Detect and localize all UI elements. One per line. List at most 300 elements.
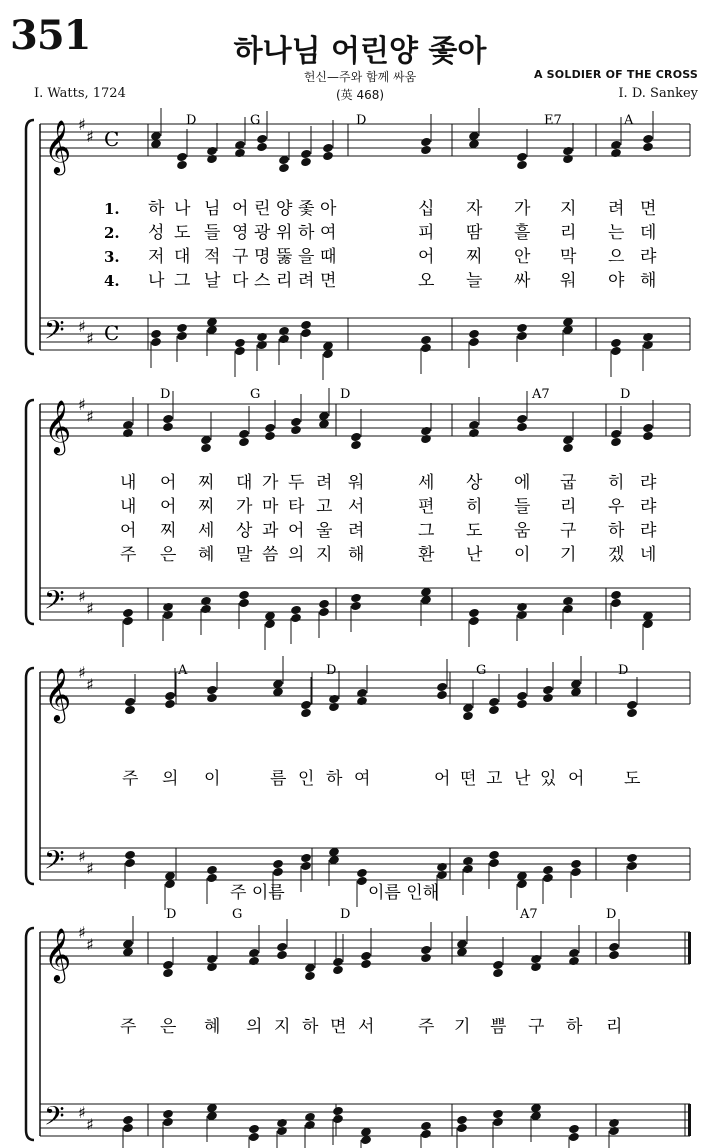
chord-symbol: D	[340, 387, 351, 402]
lyric-syllable: 구	[560, 521, 577, 541]
bass-clef: 𝄢	[44, 314, 65, 352]
bass-note	[300, 861, 312, 872]
treble-note	[256, 134, 268, 145]
treble-note	[530, 962, 542, 973]
treble-note	[264, 423, 276, 434]
lyric-syllable: 양	[276, 199, 293, 219]
bass-note	[278, 326, 290, 337]
lyric-syllable: 에	[514, 473, 531, 493]
treble-note	[122, 428, 134, 439]
lyric-syllable: 이	[514, 545, 531, 565]
lyric-syllable: 날	[204, 271, 221, 291]
chord-symbol: D	[620, 387, 631, 402]
treble-note	[264, 431, 276, 442]
lyric-syllable: 상	[236, 521, 253, 541]
bass-note	[248, 1132, 260, 1143]
bass-note	[610, 598, 622, 609]
treble-note	[360, 951, 372, 962]
verse-number: 4.	[104, 272, 120, 290]
lyric-syllable: 도	[174, 223, 191, 243]
lyric-syllable: 어	[568, 769, 585, 789]
bass-note	[462, 864, 474, 875]
treble-note	[206, 154, 218, 165]
treble-note	[360, 959, 372, 970]
bass-note	[570, 859, 582, 870]
bass-note	[150, 337, 162, 348]
lyric-syllable: 타	[288, 497, 305, 517]
treble-note	[610, 429, 622, 440]
lyric-syllable: 하	[302, 1017, 319, 1037]
treble-note	[436, 690, 448, 701]
treble-note	[568, 956, 580, 967]
chord-symbol: D	[618, 663, 629, 678]
treble-note	[420, 145, 432, 156]
treble-note	[256, 142, 268, 153]
lyric-syllable: 하	[326, 769, 343, 789]
lyric-syllable: 야	[608, 271, 625, 291]
treble-note	[562, 154, 574, 165]
treble-note	[420, 945, 432, 956]
chord-symbol: D	[186, 113, 197, 128]
lyric-syllable: 하	[566, 1017, 583, 1037]
lyric-syllable: 하	[298, 223, 315, 243]
bass-note	[122, 1123, 134, 1134]
bass-note	[276, 1118, 288, 1129]
bass-note	[332, 1114, 344, 1125]
bass-note	[420, 1121, 432, 1132]
treble-note	[276, 950, 288, 961]
treble-note	[328, 702, 340, 713]
lyric-syllable: 들	[514, 497, 531, 517]
bass-note	[562, 596, 574, 607]
lyric-syllable: 혜	[204, 1017, 221, 1037]
lyric-syllable: 의	[246, 1017, 263, 1037]
bass-note	[176, 331, 188, 342]
treble-note	[492, 968, 504, 979]
lyric-syllable: 혜	[198, 545, 215, 565]
treble-note	[420, 434, 432, 445]
bass-note	[356, 876, 368, 887]
chord-symbol: E7	[544, 113, 562, 128]
lyric-syllable: 주	[120, 545, 137, 565]
lyric-syllable: 있	[540, 769, 557, 789]
lyric-syllable: 싸	[514, 271, 531, 291]
treble-note	[300, 700, 312, 711]
treble-note	[248, 948, 260, 959]
bass-note	[332, 1106, 344, 1117]
chord-symbol: D	[606, 907, 617, 922]
treble-note	[420, 137, 432, 148]
treble-note	[542, 693, 554, 704]
treble-note	[164, 691, 176, 702]
lyric-syllable: 말	[236, 545, 253, 565]
lyric-syllable: 을	[298, 247, 315, 267]
lyric-syllable: 좇	[298, 199, 315, 219]
treble-note	[200, 443, 212, 454]
treble-note	[468, 428, 480, 439]
lyric-syllable: 랴	[640, 521, 657, 541]
lyric-syllable: 찌	[466, 247, 483, 267]
lyric-syllable: 떤	[460, 769, 477, 789]
lyric-syllable: 자	[466, 199, 483, 219]
lyric-syllable: 어	[160, 473, 177, 493]
lyric-syllable: 세	[418, 473, 435, 493]
sharp-sign: ♯	[86, 329, 94, 348]
treble-note	[626, 708, 638, 719]
bass-note	[626, 853, 638, 864]
treble-note	[642, 431, 654, 442]
bass-note	[318, 607, 330, 618]
lyric-syllable: 은	[160, 545, 177, 565]
treble-note	[350, 440, 362, 451]
bass-note	[420, 1129, 432, 1140]
treble-note	[328, 694, 340, 705]
treble-note	[278, 163, 290, 174]
treble-note	[176, 160, 188, 171]
bass-note	[568, 1132, 580, 1143]
treble-note	[162, 422, 174, 433]
bass-clef: 𝄢	[44, 844, 65, 882]
lyric-syllable: 서	[348, 497, 365, 517]
sharp-sign: ♯	[78, 115, 86, 134]
lyric-syllable: 히	[608, 473, 625, 493]
hymn-theme: 헌신—주와 함께 싸움	[303, 70, 417, 84]
bass-note	[206, 865, 218, 876]
lyric-syllable: 막	[560, 247, 577, 267]
lyric-syllable: 울	[316, 521, 333, 541]
time-signature: C	[104, 321, 120, 345]
lyric-syllable: 그	[174, 271, 191, 291]
treble-note	[608, 950, 620, 961]
bass-note	[456, 1115, 468, 1126]
treble-note	[642, 423, 654, 434]
chord-symbol: A7	[520, 907, 538, 922]
lyric-syllable: 하	[148, 199, 165, 219]
treble-note	[516, 160, 528, 171]
lyric-syllable: 찌	[198, 497, 215, 517]
bass-note	[162, 602, 174, 613]
treble-note	[238, 437, 250, 448]
lyric-syllable: 환	[418, 545, 435, 565]
lyric-syllable: 려	[348, 521, 365, 541]
bass-note	[300, 853, 312, 864]
lyric-syllable: 고	[486, 769, 503, 789]
treble-note	[234, 148, 246, 159]
treble-note	[322, 151, 334, 162]
bass-note	[610, 590, 622, 601]
time-signature: C	[104, 127, 120, 151]
lyric-syllable: 안	[514, 247, 531, 267]
lyric-syllable: 때	[320, 247, 337, 267]
treble-note	[176, 152, 188, 163]
bass-note	[568, 1124, 580, 1135]
bass-note	[610, 338, 622, 349]
bass-note	[436, 862, 448, 873]
bass-note	[290, 605, 302, 616]
lyric-syllable: 굽	[560, 473, 577, 493]
treble-note	[304, 971, 316, 982]
bass-note	[642, 332, 654, 343]
bass-note	[278, 334, 290, 345]
hymn-title: 하나님 어린양 좇아	[233, 34, 487, 69]
lyric-syllable: 땀	[466, 223, 483, 243]
lyric-syllable: 광	[254, 223, 271, 243]
chord-symbol: D	[326, 663, 337, 678]
treble-note	[206, 954, 218, 965]
bass-note	[642, 340, 654, 351]
bass-note	[124, 850, 136, 861]
treble-clef: 𝄞	[44, 927, 72, 981]
lyric-syllable: 내	[120, 497, 137, 517]
treble-note	[530, 954, 542, 965]
verse-number: 3.	[104, 248, 120, 266]
bass-note	[234, 338, 246, 349]
sharp-sign: ♯	[86, 599, 94, 618]
treble-note	[356, 688, 368, 699]
lyric-syllable: 님	[204, 199, 221, 219]
lyric-syllable: 리	[560, 223, 577, 243]
lyric-syllable: 은	[160, 1017, 177, 1037]
treble-note	[516, 414, 528, 425]
final-barline-thick	[688, 1104, 691, 1136]
lyric-syllable: 해	[348, 545, 365, 565]
treble-note	[122, 420, 134, 431]
lyric-syllable: 그	[418, 521, 435, 541]
chord-symbol: G	[250, 387, 261, 402]
system-bracket	[26, 668, 34, 884]
treble-note	[248, 956, 260, 967]
lyric-syllable: 구	[528, 1017, 545, 1037]
lyric-syllable: 면	[330, 1017, 347, 1037]
sharp-sign: ♯	[86, 407, 94, 426]
bass-note	[456, 1123, 468, 1134]
bass-note	[542, 873, 554, 884]
bass-note	[248, 1124, 260, 1135]
lyric-syllable: 찌	[160, 521, 177, 541]
treble-note	[642, 134, 654, 145]
bass-note	[608, 1126, 620, 1137]
lyric-syllable: 나	[174, 199, 191, 219]
treble-note	[542, 685, 554, 696]
bass-note	[256, 340, 268, 351]
bass-note	[238, 590, 250, 601]
lyric-syllable: 도	[466, 521, 483, 541]
bass-note	[304, 1120, 316, 1131]
sharp-sign: ♯	[78, 395, 86, 414]
lyric-syllable: 네	[640, 545, 657, 565]
treble-note	[300, 708, 312, 719]
system-bracket	[26, 120, 34, 354]
treble-note	[462, 711, 474, 722]
lyric-syllable: 마	[262, 497, 279, 517]
treble-note	[124, 697, 136, 708]
bass-note	[206, 873, 218, 884]
treble-note	[562, 146, 574, 157]
lyric-syllable: 지	[274, 1017, 291, 1037]
lyric-syllable: 구	[232, 247, 249, 267]
bass-note	[318, 599, 330, 610]
bass-note	[516, 610, 528, 621]
lyric-syllable: 면	[320, 271, 337, 291]
lyric-syllable: 려	[298, 271, 315, 291]
treble-note	[568, 948, 580, 959]
chord-symbol: D	[166, 907, 177, 922]
lyric-syllable: 십	[418, 199, 435, 219]
lyric-syllable: 저	[148, 247, 165, 267]
treble-note	[610, 140, 622, 151]
treble-note	[488, 705, 500, 716]
bass-note	[492, 1117, 504, 1128]
lyric-syllable: 리	[560, 497, 577, 517]
bass-note	[420, 335, 432, 346]
bass-note	[290, 613, 302, 624]
lyric-syllable: 오	[418, 271, 435, 291]
bass-note	[238, 598, 250, 609]
lyric-syllable: 흘	[514, 223, 531, 243]
treble-note	[290, 417, 302, 428]
lyric-syllable: 면	[640, 199, 657, 219]
lyric-syllable: 의	[288, 545, 305, 565]
sharp-sign: ♯	[78, 1103, 86, 1122]
lyric-syllable: 영	[232, 223, 249, 243]
bass-lyric: 이름 인해	[368, 883, 440, 903]
lyric-syllable: 린	[254, 199, 271, 219]
lyric-syllable: 랴	[640, 473, 657, 493]
bass-note	[610, 346, 622, 357]
treble-note	[206, 146, 218, 157]
final-barline-thick	[688, 932, 691, 964]
bass-note	[516, 602, 528, 613]
bass-note	[516, 323, 528, 334]
treble-note	[608, 942, 620, 953]
treble-note	[234, 140, 246, 151]
lyric-syllable: 성	[148, 223, 165, 243]
lyric-syllable: 위	[276, 223, 293, 243]
bass-note	[300, 328, 312, 339]
lyric-syllable: 대	[236, 473, 253, 493]
lyric-syllable: 랴	[640, 247, 657, 267]
system-bracket	[26, 928, 34, 1140]
treble-note	[276, 942, 288, 953]
lyric-syllable: 어	[160, 497, 177, 517]
lyric-syllable: 씀	[262, 545, 279, 565]
bass-note	[608, 1118, 620, 1129]
sharp-sign: ♯	[78, 923, 86, 942]
lyric-syllable: 어	[232, 199, 249, 219]
bass-note	[122, 1115, 134, 1126]
lyric-syllable: 기	[560, 545, 577, 565]
treble-note	[516, 691, 528, 702]
treble-note	[300, 157, 312, 168]
lyric-syllable: 리	[276, 271, 293, 291]
lyric-syllable: 여	[354, 769, 371, 789]
lyric-syllable: 가	[262, 473, 279, 493]
lyric-syllable: 편	[418, 497, 435, 517]
hymn-number: 351	[10, 12, 91, 59]
bass-lyric: 주 이름	[230, 883, 285, 903]
treble-note	[162, 414, 174, 425]
sharp-sign: ♯	[86, 675, 94, 694]
english-title: A SOLDIER OF THE CROSS	[533, 68, 698, 81]
bass-note	[468, 608, 480, 619]
lyric-syllable: 려	[316, 473, 333, 493]
treble-note	[562, 443, 574, 454]
treble-note	[206, 962, 218, 973]
lyric-syllable: 히	[466, 497, 483, 517]
lyric-syllable: 주	[418, 1017, 435, 1037]
bass-note	[234, 346, 246, 357]
bass-note	[304, 1112, 316, 1123]
chord-symbol: G	[476, 663, 487, 678]
lyric-syllable: 쁨	[490, 1017, 507, 1037]
bass-note	[468, 329, 480, 340]
treble-note	[436, 682, 448, 693]
treble-note	[516, 422, 528, 433]
treble-clef: 𝄞	[44, 667, 72, 721]
bass-note	[150, 329, 162, 340]
chord-symbol: G	[232, 907, 243, 922]
bass-note	[122, 608, 134, 619]
lyric-syllable: 인	[298, 769, 315, 789]
bass-note	[562, 604, 574, 615]
treble-note	[332, 957, 344, 968]
lyric-syllable: 명	[254, 247, 271, 267]
lyric-syllable: 하	[608, 521, 625, 541]
lyric-syllable: 지	[560, 199, 577, 219]
bass-note	[200, 604, 212, 615]
bass-note	[300, 320, 312, 331]
verse-number: 1.	[104, 200, 120, 218]
treble-note	[468, 420, 480, 431]
author-credit: I. Watts, 1724	[34, 86, 126, 101]
lyric-syllable: 지	[316, 545, 333, 565]
chord-symbol: A7	[532, 387, 550, 402]
verse-number: 2.	[104, 224, 120, 242]
treble-note	[610, 437, 622, 448]
bass-note	[122, 616, 134, 627]
bass-clef: 𝄢	[44, 1100, 65, 1138]
treble-note	[300, 149, 312, 160]
lyric-syllable: 과	[262, 521, 279, 541]
bass-note	[272, 867, 284, 878]
lyric-syllable: 들	[204, 223, 221, 243]
lyric-syllable: 상	[466, 473, 483, 493]
system-bracket	[26, 400, 34, 624]
sharp-sign: ♯	[86, 127, 94, 146]
lyric-syllable: 피	[418, 223, 435, 243]
treble-note	[492, 960, 504, 971]
lyric-syllable: 찌	[198, 473, 215, 493]
english-hymn-number: (英 468)	[335, 88, 385, 102]
lyric-syllable: 가	[236, 497, 253, 517]
bass-note	[272, 859, 284, 870]
chord-symbol: A	[624, 113, 634, 128]
bass-note	[176, 323, 188, 334]
lyric-syllable: 우	[608, 497, 625, 517]
treble-clef: 𝄞	[44, 119, 72, 173]
chord-symbol: A	[178, 663, 188, 678]
sharp-sign: ♯	[78, 847, 86, 866]
treble-note	[488, 697, 500, 708]
lyric-syllable: 워	[348, 473, 365, 493]
bass-note	[162, 1109, 174, 1120]
treble-note	[516, 152, 528, 163]
treble-note	[420, 953, 432, 964]
lyric-syllable: 적	[204, 247, 221, 267]
lyric-syllable: 아	[320, 199, 337, 219]
bass-note	[124, 858, 136, 869]
lyric-syllable: 고	[316, 497, 333, 517]
